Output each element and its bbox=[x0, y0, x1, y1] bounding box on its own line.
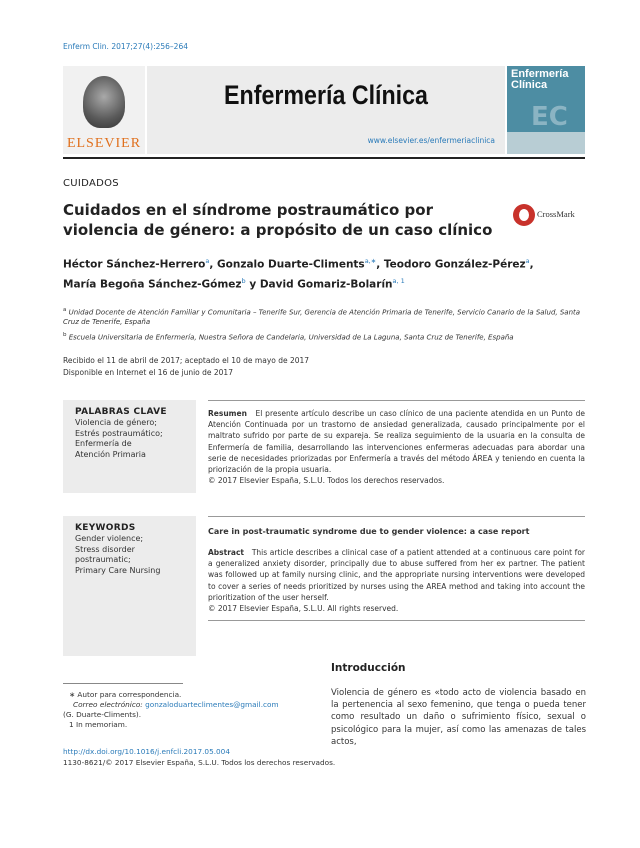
keywords-panel-es bbox=[63, 400, 196, 493]
memoriam-note: 1 In memoriam. bbox=[69, 720, 128, 729]
elsevier-tree-icon bbox=[83, 76, 125, 128]
elsevier-logo bbox=[63, 66, 145, 154]
crossmark-label: CrossMark bbox=[537, 209, 575, 219]
english-title: Care in post-traumatic syndrome due to gender violence: a case report bbox=[208, 527, 530, 536]
abstract-en: Abstract This article describes a clinical case of a patient attended at a continuous care point for a generalized anxiety disorder, principally due to abuse suffered from her ex partner. The patient was followed up at family nursing clinic, and the appropriate nursing interventions were developed to cover a series of needs prioritized by nurses using the AREA method and taking into account the prioritization of the user herself. © 2017 Elsevier España, S.L.U. All rights reserved. bbox=[208, 548, 585, 614]
copyright: © 2017 Elsevier España, S.L.U. Todos los derechos reservados. bbox=[208, 476, 445, 486]
email-label: Correo electrónico: bbox=[73, 700, 143, 709]
journal-url-link[interactable]: www.elsevier.es/enfermeriaclinica bbox=[367, 136, 495, 145]
copyright: © 2017 Elsevier España, S.L.U. All rights reserved. bbox=[208, 604, 399, 614]
article-dates bbox=[63, 355, 309, 379]
author: María Begoña Sánchez-Gómez bbox=[63, 278, 242, 290]
email-link[interactable]: gonzaloduarteclimentes@gmail.com bbox=[145, 700, 279, 709]
journal-header bbox=[63, 66, 585, 154]
author: Teodoro González-Pérez bbox=[383, 258, 526, 271]
cover-footer bbox=[507, 132, 585, 154]
corresponding-note: ∗ Autor para correspondencia. bbox=[69, 690, 182, 699]
cover-initials: EC bbox=[531, 102, 568, 132]
keywords-heading: PALABRAS CLAVE bbox=[75, 407, 167, 417]
publisher-name: ELSEVIER bbox=[66, 136, 142, 151]
crossmark-icon bbox=[513, 204, 535, 226]
journal-cover-thumbnail bbox=[507, 66, 585, 154]
author: David Gomariz-Bolarín bbox=[259, 278, 393, 290]
keyword: Enfermería de bbox=[75, 439, 132, 448]
email-owner: (G. Duarte-Climents). bbox=[63, 710, 142, 719]
keyword: Violencia de género; bbox=[75, 418, 157, 427]
abstract-es: Resumen El presente artículo describe un caso clínico de una paciente atendida en un Punto de Atención Continuada por un trastorno de ansiedad generalizada, causado principalmente por el maltrato sufrido por parte de su expareja. Se realiza seguimiento de la usuaria en la consulta de Enfermería de familia, desarrollando las intervenciones enfermeras adecuadas para abordar una serie de necesidades priorizadas por Enfermería a través del método ÁREA y teniendo en cuenta la priorización de la propia usuaria. © 2017 Elsevier España, S.L.U. Todos los derechos reservados. bbox=[208, 409, 585, 486]
abstract-divider bbox=[208, 400, 585, 401]
affiliation: $^a$ Unidad Docente de Atención Familiar y Comunitaria – Tenerife Sur, Gerencia de Atención Primaria de Tenerife, Servicio Canario de la Salud, Santa Cruz de Tenerife, España bbox=[63, 307, 581, 327]
journal-title: Enfermería Clínica bbox=[224, 80, 428, 110]
journal-banner bbox=[147, 66, 505, 154]
issn-copyright: 1130-8621/© 2017 Elsevier España, S.L.U. Todos los derechos reservados. bbox=[63, 758, 336, 767]
received-date: Recibido el 11 de abril de 2017; aceptado el 10 de mayo de 2017 bbox=[63, 356, 310, 365]
online-date: Disponible en Internet el 16 de junio de 2017 bbox=[63, 368, 233, 377]
author: Gonzalo Duarte-Climents bbox=[217, 258, 365, 271]
crossmark-badge[interactable] bbox=[513, 203, 585, 227]
keywords-heading: KEYWORDS bbox=[75, 523, 136, 533]
affiliation: $^b$ Escuela Universitaria de Enfermería, Nuestra Señora de Candelaria, Universidad de La Laguna, Santa Cruz de Tenerife, España bbox=[63, 332, 514, 342]
keyword: Gender violence; bbox=[75, 534, 144, 543]
author-list: Héctor Sánchez-Herrero$^a$, Gonzalo Duarte-Climents$^{a,∗}$, Teodoro González-Pérez$^a$, María Begoña Sánchez-Gómez$^b$ y David Gomariz-Bolarín$^{a, 1}$ bbox=[63, 257, 534, 290]
article-title: Cuidados en el síndrome postraumático por violencia de género: a propósito de un caso clínico bbox=[63, 201, 493, 239]
abstract-divider bbox=[208, 620, 585, 621]
intro-heading: Introducción bbox=[331, 662, 406, 674]
keywords-panel-en bbox=[63, 516, 196, 656]
intro-paragraph: Violencia de género es «todo acto de violencia basado en la pertenencia al sexo femenino, que tenga o pueda tener como resultado un daño o sufrimiento físico, sexual o psicológico para la mujer, así como las amenazas de tales actos, bbox=[331, 688, 586, 747]
journal-citation[interactable]: Enferm Clin. 2017;27(4):256–264 bbox=[63, 42, 189, 51]
author: Héctor Sánchez-Herrero bbox=[63, 258, 206, 271]
abstract-divider bbox=[208, 516, 585, 517]
footnote-divider bbox=[63, 683, 183, 684]
keyword: Atención Primaria bbox=[75, 449, 146, 459]
cover-title: Enfermería Clínica bbox=[511, 68, 569, 91]
section-label: CUIDADOS bbox=[63, 178, 119, 189]
keyword: postraumatic; bbox=[75, 555, 131, 564]
keyword: Primary Care Nursing bbox=[75, 565, 161, 575]
keyword: Stress disorder bbox=[75, 544, 135, 554]
doi-link[interactable]: http://dx.doi.org/10.1016/j.enfcli.2017.05.004 bbox=[63, 747, 230, 756]
keyword: Estrés postraumático; bbox=[75, 428, 163, 438]
header-divider bbox=[63, 157, 585, 159]
footnotes bbox=[63, 690, 303, 730]
